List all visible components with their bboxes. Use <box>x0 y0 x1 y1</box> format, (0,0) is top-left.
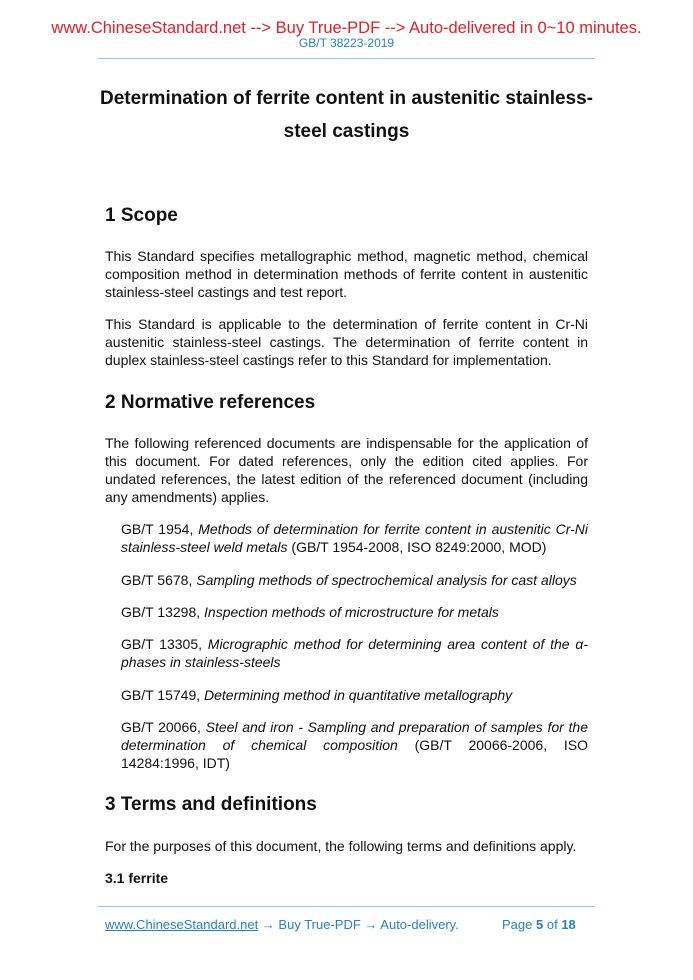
reference-item: GB/T 13305, Micrographic method for determining area content of the α-phases in stainless-steels <box>121 636 589 670</box>
footer-text: → Buy True-PDF → Auto-delivery. <box>258 917 459 932</box>
page-indicator: Page 5 of 18 <box>502 917 576 932</box>
reference-item: GB/T 5678, Sampling methods of spectrochemical analysis for cast alloys <box>121 572 577 588</box>
normative-intro: The following referenced documents are indispensable for the application of this document. For dated references, only the edition cited applies. For undated references, the latest edition of the referenced document (including any amendments) applies. <box>105 435 588 505</box>
terms-intro: For the purposes of this document, the following terms and definitions apply. <box>105 838 577 854</box>
subsection-heading: 3.1 ferrite <box>105 870 169 886</box>
section-heading-normative: 2 Normative references <box>105 392 316 413</box>
reference-item: GB/T 15749, Determining method in quantitative metallography <box>121 687 513 703</box>
section-heading-scope: 1 Scope <box>105 205 178 226</box>
promo-banner[interactable]: www.ChineseStandard.net --> Buy True-PDF --> Auto-delivered in 0~10 minutes. <box>51 19 642 37</box>
document-number: GB/T 38223-2019 <box>298 36 395 50</box>
reference-item: GB/T 20066, Steel and iron - Sampling and preparation of samples for the determination of chemical composition (GB/T 20066-2006, ISO 14284:1996, IDT) <box>121 719 588 771</box>
footer-link[interactable]: www.ChineseStandard.net <box>105 917 259 932</box>
footer-promo <box>105 917 459 932</box>
header-divider <box>98 58 595 59</box>
reference-item: GB/T 1954, Methods of determination for ferrite content in austenitic Cr-Ni stainless-steel weld metals (GB/T 1954-2008, ISO 8249:2000, MOD) <box>121 521 589 555</box>
document-title: Determination of ferrite content in austenitic stainless-steel castings <box>99 88 594 142</box>
scope-paragraph-1: This Standard specifies metallographic method, magnetic method, chemical composition method in determination methods of ferrite content in austenitic stainless-steel castings and test report. <box>105 248 588 300</box>
footer-divider <box>98 906 595 907</box>
scope-paragraph-2: This Standard is applicable to the determination of ferrite content in Cr-Ni austenitic stainless-steel castings. The determination of ferrite content in duplex stainless-steel castings refer to this Standard for implementation. <box>105 316 588 368</box>
reference-item: GB/T 13298, Inspection methods of microstructure for metals <box>121 604 499 620</box>
section-heading-terms: 3 Terms and definitions <box>105 794 317 815</box>
